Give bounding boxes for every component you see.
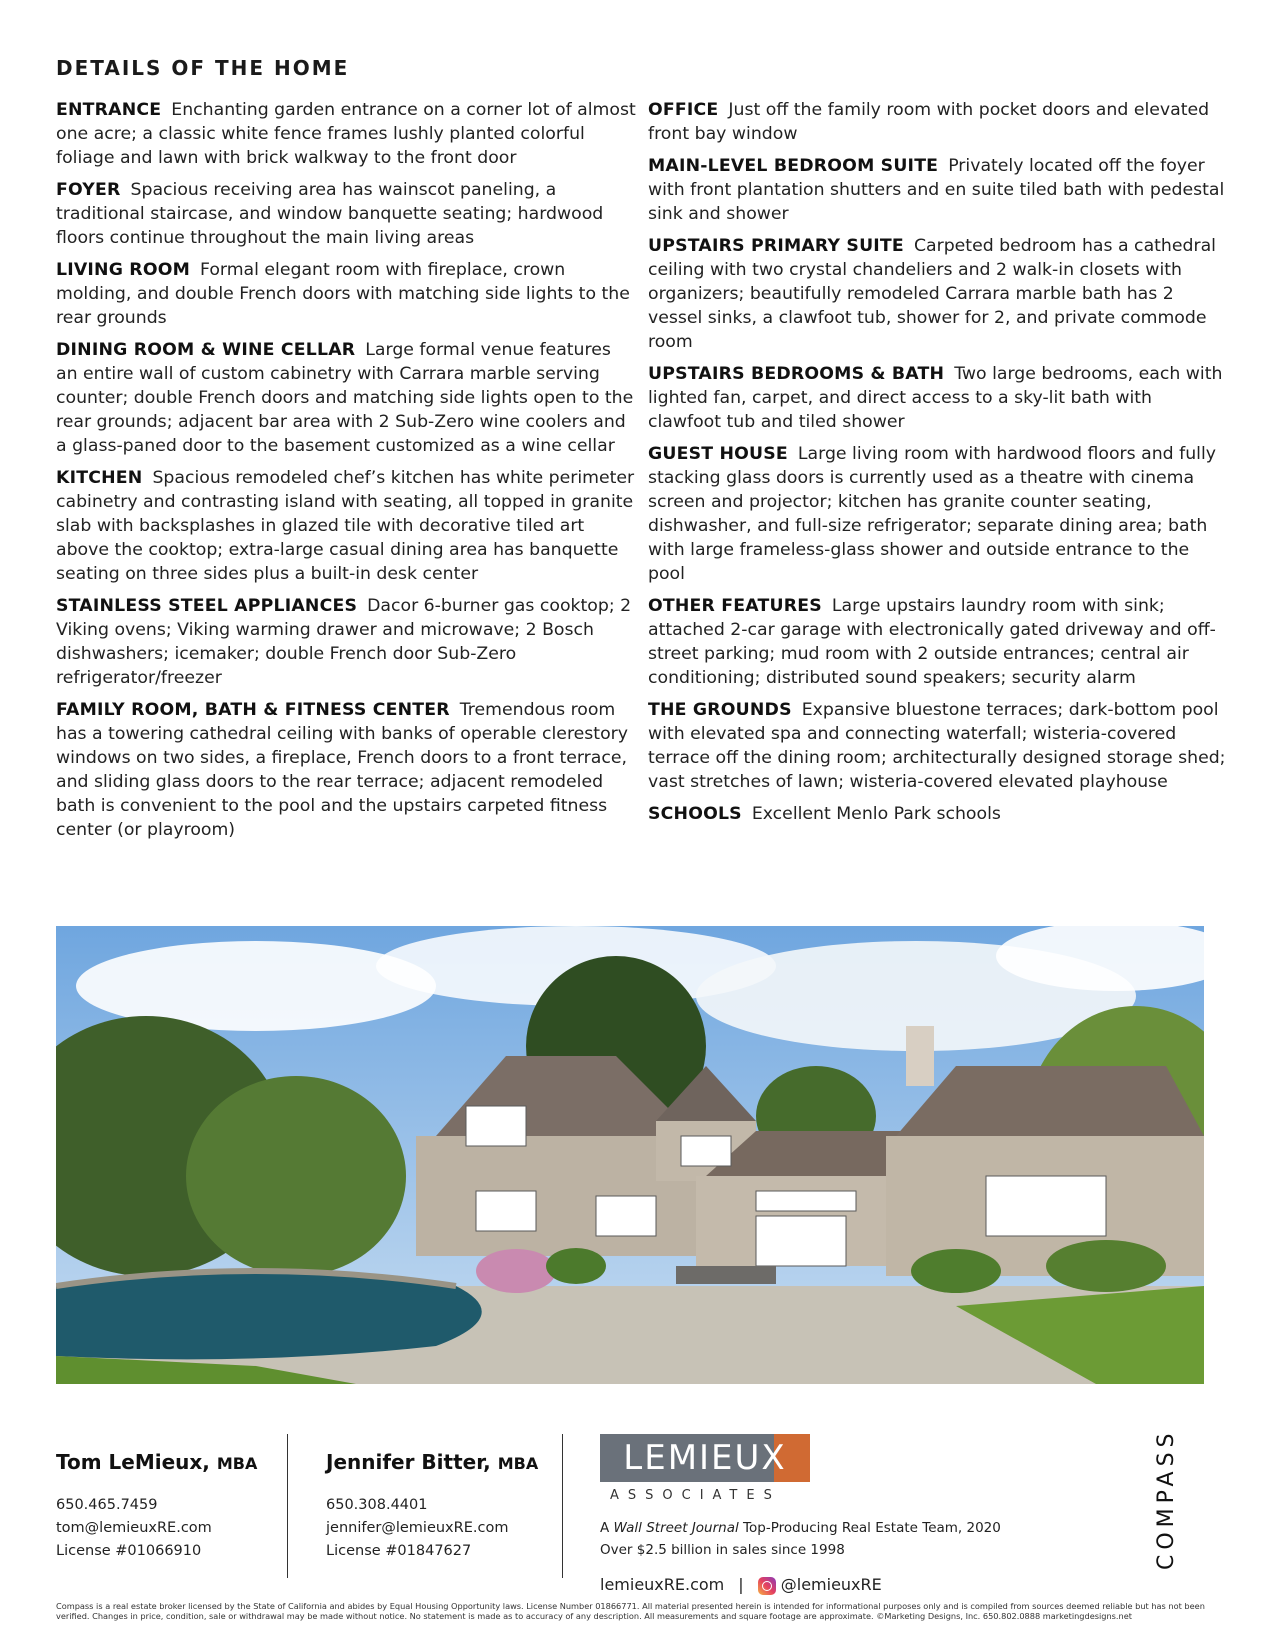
divider bbox=[287, 1434, 288, 1578]
instagram-icon bbox=[758, 1577, 776, 1595]
detail-label: THE GROUNDS bbox=[648, 700, 792, 720]
divider bbox=[562, 1434, 563, 1578]
detail-label: FAMILY ROOM, BATH & FITNESS CENTER bbox=[56, 700, 450, 720]
legal-disclaimer: Compass is a real estate broker licensed by the State of California and abides by Equal Housing Opportunity laws. License Number 01866771. All material presented herein is intended for informational purposes only and is compiled from sources deemed reliable but has not been verified. Changes in price, condition, sale or withdrawal may be made without notice. No statement is made as to accuracy of any description. All measurements and square footage are approximate. ©Marketing Designs, Inc. 650.802.0888 marketingdesigns.net bbox=[56, 1601, 1205, 1621]
detail-label: LIVING ROOM bbox=[56, 260, 190, 280]
lemieux-logo: LEMIEUX bbox=[600, 1434, 810, 1482]
detail-label: DINING ROOM & WINE CELLAR bbox=[56, 340, 356, 360]
detail-living-room bbox=[56, 258, 636, 330]
detail-primary-suite bbox=[648, 234, 1228, 354]
details-right-column bbox=[648, 98, 1228, 834]
detail-text: Carpeted bedroom has a cathedral ceiling with two crystal chandeliers and 2 walk-in closets with organizers; beautifully remodeled Carrara marble bath has 2 vessel sinks, a clawfoot tub, shower for 2, and private commode room bbox=[648, 236, 1216, 352]
detail-label: KITCHEN bbox=[56, 468, 143, 488]
brand-block bbox=[600, 1434, 1001, 1595]
detail-family-room bbox=[56, 698, 636, 842]
detail-label: MAIN-LEVEL BEDROOM SUITE bbox=[648, 156, 939, 176]
detail-text: Enchanting garden entrance on a corner lot of almost one acre; a classic white fence frames lushly planted colorful foliage and lawn with brick walkway to the front door bbox=[56, 100, 636, 168]
detail-text: Large formal venue features an entire wall of custom cabinetry with Carrara marble serving counter; double French doors and matching side lights open to the rear grounds; adjacent bar area with 2 Sub-Zero wine coolers and a glass-paned door to the basement customized as a wine cellar bbox=[56, 340, 634, 456]
agent-tom bbox=[56, 1450, 257, 1563]
detail-label: SCHOOLS bbox=[648, 804, 742, 824]
detail-label: FOYER bbox=[56, 180, 121, 200]
detail-grounds bbox=[648, 698, 1228, 794]
detail-label: OFFICE bbox=[648, 100, 719, 120]
detail-label: STAINLESS STEEL APPLIANCES bbox=[56, 596, 358, 616]
detail-office bbox=[648, 98, 1228, 146]
instagram-link[interactable]: @lemieuxRE bbox=[758, 1575, 882, 1595]
detail-label: GUEST HOUSE bbox=[648, 444, 788, 464]
detail-guest-house bbox=[648, 442, 1228, 586]
agent-name: Jennifer Bitter, MBA bbox=[326, 1450, 539, 1474]
detail-text: Two large bedrooms, each with lighted fan, carpet, and direct access to a sky-lit bath with clawfoot tub and tiled shower bbox=[648, 364, 1223, 432]
compass-logo: COMPASS bbox=[1154, 1428, 1179, 1570]
details-left-column bbox=[56, 98, 636, 850]
page-heading: DETAILS OF THE HOME bbox=[56, 56, 350, 80]
detail-kitchen bbox=[56, 466, 636, 586]
home-illustration bbox=[56, 926, 1204, 1384]
brand-links bbox=[600, 1575, 1001, 1595]
agent-jennifer bbox=[326, 1450, 538, 1563]
detail-other-features bbox=[648, 594, 1228, 690]
detail-foyer bbox=[56, 178, 636, 250]
brand-tagline: A Wall Street Journal Top-Producing Real Estate Team, 2020 bbox=[600, 1520, 1001, 1536]
detail-appliances bbox=[56, 594, 636, 690]
detail-label: UPSTAIRS BEDROOMS & BATH bbox=[648, 364, 945, 384]
detail-text: Expansive bluestone terraces; dark-bottom pool with elevated spa and connecting waterfall; wisteria-covered terrace off the dining room; architecturally designed storage shed; vast stretches of lawn; wisteria-covered elevated playhouse bbox=[648, 700, 1226, 792]
agent-name: Tom LeMieux, MBA bbox=[56, 1450, 258, 1474]
agent-email[interactable]: jennifer@lemieuxRE.com bbox=[326, 1520, 509, 1536]
brand-sales: Over $2.5 billion in sales since 1998 bbox=[600, 1542, 845, 1558]
website-link[interactable]: lemieuxRE.com bbox=[600, 1575, 725, 1595]
detail-text: Large upstairs laundry room with sink; attached 2-car garage with electronically gated driveway and off-street parking; mud room with 2 outside entrances; central air conditioning; distributed sound speakers; security alarm bbox=[648, 596, 1216, 688]
home-exterior-photo bbox=[56, 926, 1204, 1384]
detail-dining-room bbox=[56, 338, 636, 458]
detail-text: Privately located off the foyer with front plantation shutters and en suite tiled bath with pedestal sink and shower bbox=[648, 156, 1225, 224]
detail-text: Large living room with hardwood floors and fully stacking glass doors is currently used as a theatre with cinema screen and projector; kitchen has granite counter seating, dishwasher, and full-size refrigerator; separate dining area; bath with large frameless-glass shower and outside entrance to the pool bbox=[648, 444, 1216, 584]
separator: | bbox=[738, 1575, 744, 1595]
detail-text: Excellent Menlo Park schools bbox=[751, 804, 1001, 824]
detail-upstairs-bedrooms bbox=[648, 362, 1228, 434]
detail-entrance bbox=[56, 98, 636, 170]
agent-license: License #01066910 bbox=[56, 1543, 202, 1559]
agent-phone[interactable]: 650.465.7459 bbox=[56, 1497, 158, 1513]
logo-subtitle: ASSOCIATES bbox=[610, 1488, 781, 1503]
detail-text: Just off the family room with pocket doors and elevated front bay window bbox=[648, 100, 1210, 144]
detail-text: Spacious receiving area has wainscot paneling, a traditional staircase, and window banquette seating; hardwood floors continue throughout the main living areas bbox=[56, 180, 604, 248]
agent-phone[interactable]: 650.308.4401 bbox=[326, 1497, 428, 1513]
detail-label: OTHER FEATURES bbox=[648, 596, 822, 616]
detail-text: Spacious remodeled chef’s kitchen has white perimeter cabinetry and contrasting island with seating, all topped in granite slab with backsplashes in glazed tile with decorative tiled art above the cooktop; extra-large casual dining area has banquette seating on three sides plus a built-in desk center bbox=[56, 468, 635, 584]
detail-schools bbox=[648, 802, 1228, 826]
agent-email[interactable]: tom@lemieuxRE.com bbox=[56, 1520, 212, 1536]
detail-label: UPSTAIRS PRIMARY SUITE bbox=[648, 236, 904, 256]
detail-text: Tremendous room has a towering cathedral ceiling with banks of operable clerestory windows on two sides, a fireplace, French doors to a front terrace, and sliding glass doors to the rear terrace; adjacent remodeled bath is convenient to the pool and the upstairs carpeted fitness center (or playroom) bbox=[56, 700, 628, 840]
detail-text: Formal elegant room with fireplace, crown molding, and double French doors with matching side lights to the rear grounds bbox=[56, 260, 630, 328]
detail-main-bedroom bbox=[648, 154, 1228, 226]
detail-label: ENTRANCE bbox=[56, 100, 162, 120]
agent-license: License #01847627 bbox=[326, 1543, 472, 1559]
detail-text: Dacor 6-burner gas cooktop; 2 Viking ovens; Viking warming drawer and microwave; 2 Bosch dishwashers; icemaker; double French door Sub-Zero refrigerator/freezer bbox=[56, 596, 632, 688]
